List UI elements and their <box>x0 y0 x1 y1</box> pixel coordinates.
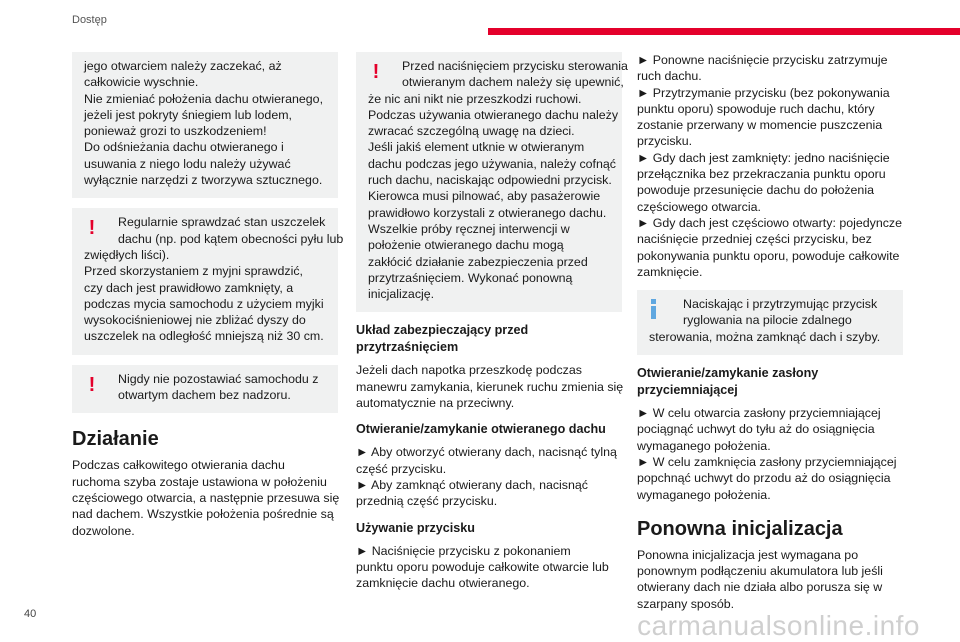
text-line: Naciskając i przytrzymując przycisk <box>683 297 878 312</box>
note-box-continued <box>72 52 338 198</box>
header-accent-bar <box>488 28 960 35</box>
text-line: ruch dachu, naciskając odpowiedni przycisk. <box>368 173 612 188</box>
text-line: otwierany dach nie działa albo porusza się w <box>637 580 883 595</box>
paragraph-button-use <box>356 543 622 592</box>
text-line: nad dachem. Wszystkie położenia pośrednie są <box>72 507 334 522</box>
text-line: ► W celu zamknięcia zasłony przyciemniającej <box>637 454 897 469</box>
subheading-button-use: Używanie przycisku <box>356 520 475 535</box>
text-line: ► Przytrzymanie przycisku (bez pokonywania <box>637 85 890 100</box>
exclamation-icon: ! <box>372 61 380 83</box>
subheading-anti-pinch <box>356 322 622 356</box>
text-line: manewru zamykania, kierunek ruchu zmienia się <box>356 379 624 394</box>
text-line: ryglowania na pilocie zdalnego <box>683 313 852 328</box>
warning-box-seals <box>72 208 344 354</box>
text-line: Jeśli jakiś element utknie w otwieranym <box>368 140 585 155</box>
warning-box-unattended <box>72 365 338 414</box>
text-line: częściowego otwarcia. <box>637 199 761 214</box>
text-line: powoduje przesunięcie dachu do położenia <box>637 183 874 198</box>
text-line: dachu (np. pod kątem obecności pyłu lub <box>118 231 344 246</box>
text-line: Regularnie sprawdzać stan uszczelek <box>118 215 326 230</box>
text-line: zwiędłych liści). <box>84 247 170 262</box>
text-line: wymaganego położenia. <box>637 487 771 502</box>
text-line: Podczas używania otwieranego dachu należy <box>368 107 619 122</box>
text-line: zakłócić działanie zabezpieczenia przed <box>368 254 588 269</box>
text-line: pokonywania punktu oporu, powoduje całkowite <box>637 248 900 263</box>
subheading-open-close-roof: Otwieranie/zamykanie otwieranego dachu <box>356 422 606 437</box>
text-line: Nie zmieniać położenia dachu otwieranego, <box>84 91 324 106</box>
watermark: carmanualsonline.info <box>637 610 920 641</box>
text-line: Przed skorzystaniem z myjni sprawdzić, <box>84 264 303 279</box>
text-line: Ponowna inicjalizacja jest wymagana po <box>637 547 859 562</box>
section-heading-dzialanie: Działanie <box>72 428 159 451</box>
text-line: otwartym dachem bez nadzoru. <box>118 388 291 403</box>
paragraph-anti-pinch <box>356 362 622 411</box>
text-line: podczas mycia samochodu z użyciem myjki <box>84 296 324 311</box>
text-line: Kierowca musi pilnować, aby pasażerowie <box>368 189 601 204</box>
text-line: ► W celu otwarcia zasłony przyciemniającej <box>637 406 881 421</box>
text-line: zamknięcie. <box>637 264 703 279</box>
text-line: przełącznika bez przekraczania punktu oporu <box>637 167 886 182</box>
text-line: wymaganego położenia. <box>637 438 771 453</box>
text-line: Otwieranie/zamykanie zasłony <box>637 366 819 381</box>
text-line: dachu podczas jego używania, należy cofnąć <box>368 156 616 171</box>
text-line: przednią część przycisku. <box>356 494 498 509</box>
text-line: jego otwarciem należy zaczekać, aż <box>84 59 282 73</box>
text-line: pociągnąć uchwyt do tyłu aż do osiągnięcia <box>637 422 875 437</box>
text-line: szarpany sposób. <box>637 596 735 611</box>
text-line: ponieważ grozi to uszkodzeniem! <box>84 124 267 139</box>
text-line: położenie otwieranego dachu mogą <box>368 238 564 253</box>
subheading-sunshade <box>637 365 903 399</box>
text-line: wysokociśnieniowej nie zbliżać dyszy do <box>84 313 306 328</box>
text-line: dozwolone. <box>72 523 135 538</box>
paragraph-dzialanie <box>72 457 338 538</box>
text-line: popchnąć uchwyt do przodu aż do osiągnięcia <box>637 471 891 486</box>
text-line: punktu oporu) spowoduje ruch dachu, który <box>637 101 875 116</box>
exclamation-icon: ! <box>88 373 96 396</box>
paragraph-sunshade <box>637 405 903 503</box>
text-line: ► Ponowne naciśnięcie przycisku zatrzymuje <box>637 53 888 67</box>
text-line: Nigdy nie pozostawiać samochodu z <box>118 371 319 386</box>
text-line: uszczelek na odległość mniejszą niż 30 cm. <box>84 329 324 344</box>
text-line: ► Aby otworzyć otwierany dach, nacisnąć tylną <box>356 445 617 460</box>
text-line: punktu oporu powoduje całkowite otwarcie lub <box>356 559 609 574</box>
text-line: otwieranym dachem należy się upewnić, <box>402 75 624 90</box>
column-3 <box>637 52 903 612</box>
text-line: ruch dachu. <box>637 69 702 84</box>
text-line: sterowania, można zamknąć dach i szyby. <box>649 329 881 344</box>
text-line: czy dach jest prawidłowo zamknięty, a <box>84 280 294 295</box>
text-line: Układ zabezpieczający przed <box>356 323 529 338</box>
text-line: inicjalizację. <box>368 287 435 302</box>
text-line: ► Naciśnięcie przycisku z pokonaniem <box>356 543 571 558</box>
text-line: ► Aby zamknąć otwierany dach, nacisnąć <box>356 477 588 492</box>
text-line: naciśnięcie przedniej części przycisku, bez <box>637 232 872 247</box>
column-2 <box>356 52 628 591</box>
column-1 <box>72 52 344 539</box>
text-line: usuwania z niego lodu należy używać <box>84 156 291 171</box>
text-line: wyłącznie narzędzi z tworzywa sztucznego. <box>84 173 323 188</box>
info-icon <box>651 299 659 319</box>
text-line: zwracać szczególną uwagę na dzieci. <box>368 124 575 139</box>
text-line: część przycisku. <box>356 461 447 476</box>
text-line: przycisku. <box>637 134 693 149</box>
text-line: prawidłowo korzystali z otwieranego dachu. <box>368 205 607 220</box>
text-line: Do odśnieżania dachu otwieranego i <box>84 140 284 155</box>
text-line: ruchoma szyba zostaje ustawiona w położeniu <box>72 474 327 489</box>
text-line: zostanie przerwany w momencie puszczenia <box>637 118 883 133</box>
info-box-remote <box>637 290 903 355</box>
exclamation-icon: ! <box>88 217 96 240</box>
paragraph-open-close-roof <box>356 444 622 509</box>
text-line: częściowego otwarcia, a następnie przesuwa się <box>72 490 340 505</box>
page-number: 40 <box>24 608 37 620</box>
text-line: Podczas całkowitego otwierania dachu <box>72 458 285 473</box>
text-line: całkowicie wyschnie. <box>84 75 199 90</box>
text-line: przytrzaśnięciem <box>356 340 459 355</box>
text-line: Wszelkie próby ręcznej interwencji w <box>368 221 570 236</box>
text-line: ponownym podłączeniu akumulatora lub jeśli <box>637 564 883 579</box>
section-heading-reinit: Ponowna inicjalizacja <box>637 517 843 540</box>
text-line: ► Gdy dach jest częściowo otwarty: pojedyncze <box>637 215 903 230</box>
paragraph-reinit <box>637 547 903 612</box>
text-line: przyciemniającej <box>637 383 738 398</box>
text-line: że nic ani nikt nie przeszkodzi ruchowi. <box>368 91 582 106</box>
text-line: Przed naciśnięciem przycisku sterowania <box>402 59 628 73</box>
text-line: zamknięcie dachu otwieranego. <box>356 576 530 591</box>
text-line: ► Gdy dach jest zamknięty: jedno naciśnięcie <box>637 150 890 165</box>
text-line: przytrzaśnięciem. Wykonać ponowną <box>368 270 573 285</box>
warning-box-safety <box>356 52 628 312</box>
paragraph-button-behaviour <box>637 52 903 280</box>
text-line: Jeżeli dach napotka przeszkodę podczas <box>356 363 582 378</box>
text-line: jeżeli jest pokryty śniegiem lub lodem, <box>84 107 292 122</box>
text-line: automatycznie na przeciwny. <box>356 396 515 411</box>
page-header-title: Dostęp <box>72 14 107 26</box>
